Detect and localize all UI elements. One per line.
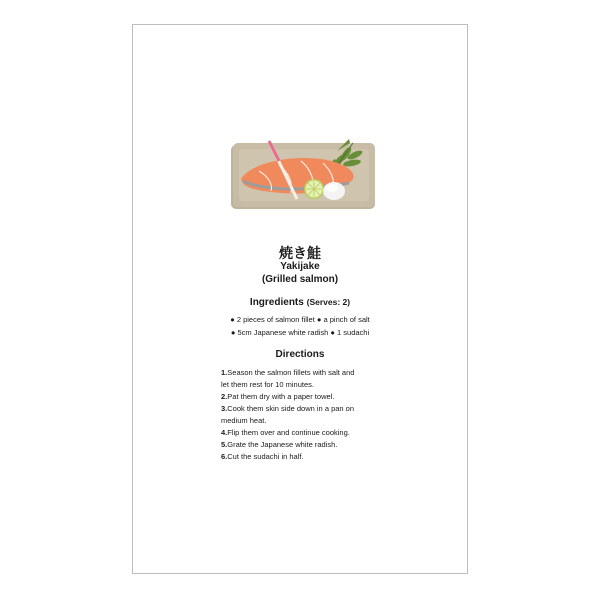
- ingredients-line: ● 2 pieces of salmon fillet ● a pinch of salt: [230, 315, 370, 324]
- grated-radish-icon: [323, 182, 345, 200]
- recipe-subtitle: (Grilled salmon): [261, 274, 339, 285]
- ingredients-heading: [133, 297, 467, 308]
- recipe-title-romaji: Yakijake: [280, 261, 320, 272]
- ingredients-heading-label: Ingredients: [249, 297, 304, 308]
- directions-heading: Directions: [275, 349, 325, 360]
- direction-step: 2.Pat them dry with a paper towel.: [221, 392, 335, 401]
- sudachi-icon: [304, 179, 324, 199]
- direction-step: 6.Cut the sudachi in half.: [221, 452, 304, 461]
- direction-step: 1.Season the salmon fillets with salt and: [221, 368, 355, 377]
- ingredients-line: ● 5cm Japanese white radish ● 1 sudachi: [230, 328, 370, 337]
- recipe-title-japanese: 焼き鮭: [279, 246, 321, 262]
- direction-step: let them rest for 10 minutes.: [221, 380, 314, 389]
- direction-step: 4.Flip them over and continue cooking.: [221, 428, 350, 437]
- grilled-salmon-illustration: [229, 137, 377, 217]
- recipe-card: [132, 24, 468, 574]
- direction-step: medium heat.: [221, 416, 267, 425]
- direction-step: 3.Cook them skin side down in a pan on: [221, 404, 355, 413]
- serves-label: (Serves: 2): [306, 297, 351, 307]
- directions-list: [221, 367, 391, 463]
- direction-step: 5.Grate the Japanese white radish.: [221, 440, 338, 449]
